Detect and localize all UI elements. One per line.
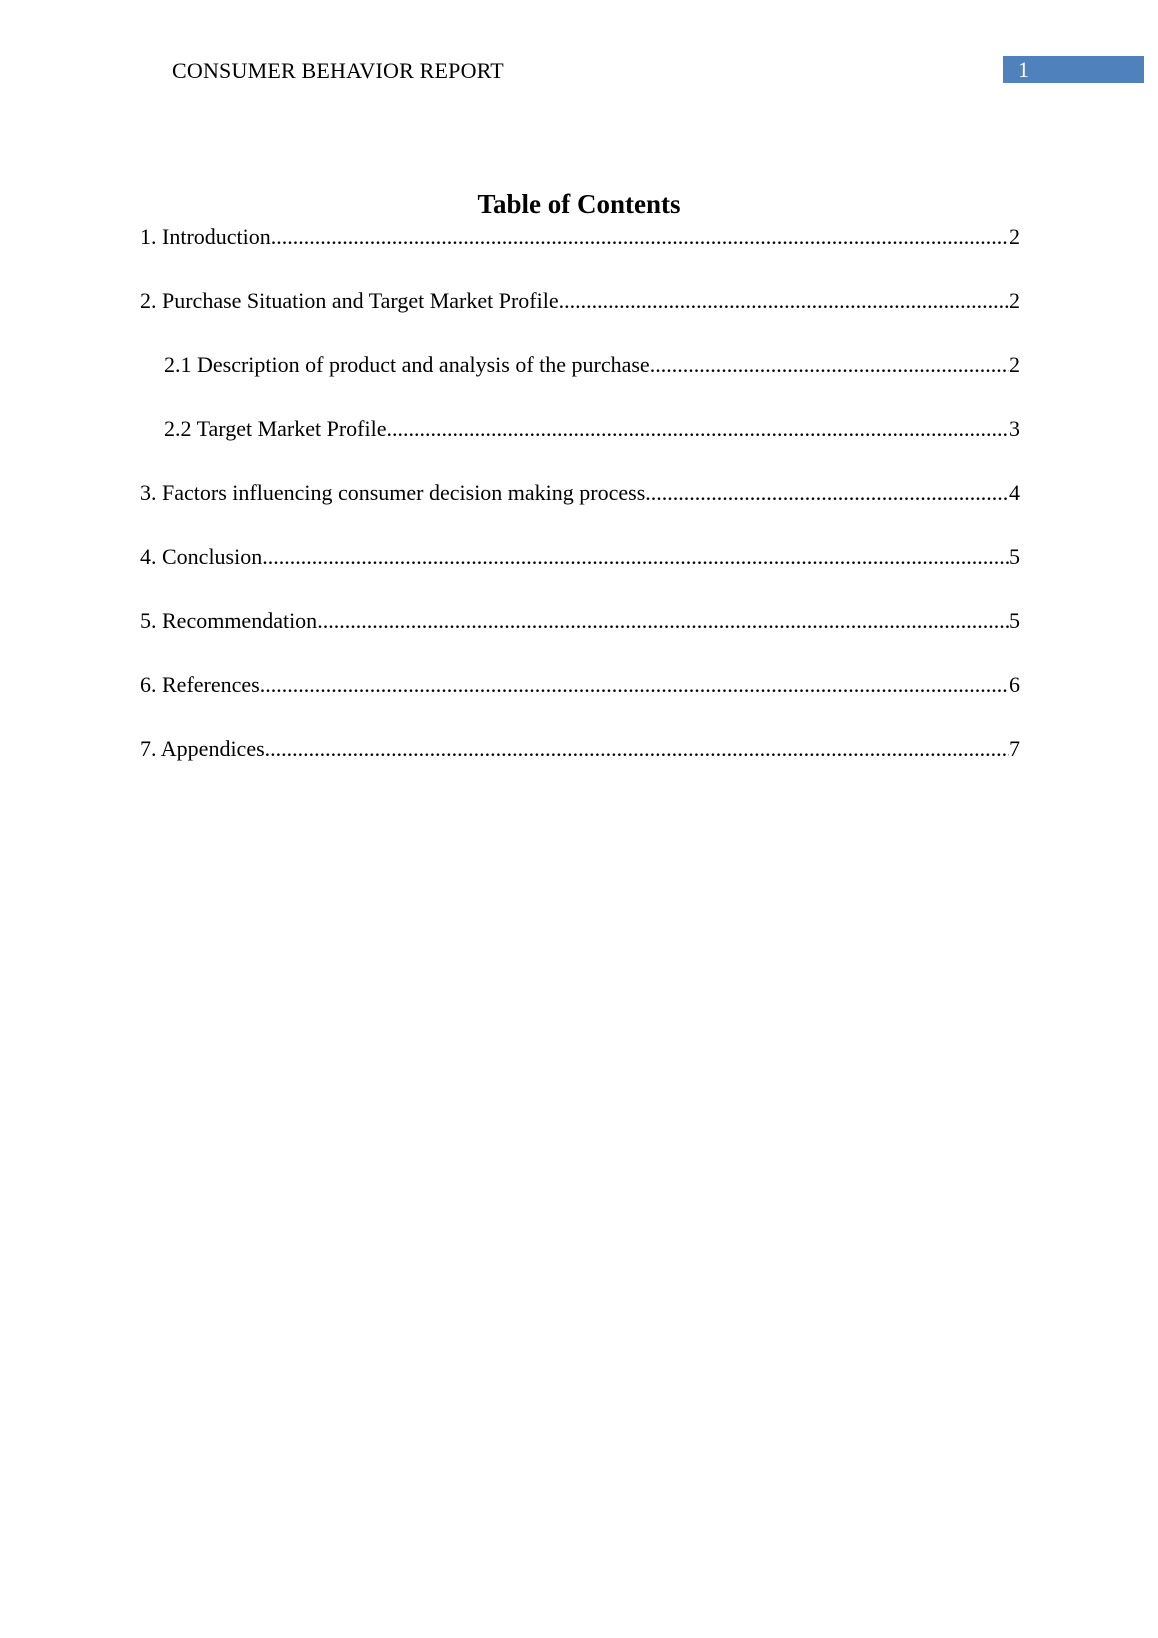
toc-entry-page: 7: [1009, 736, 1020, 761]
toc-entry-page: 5: [1009, 608, 1020, 633]
toc-entry-label: 2.2 Target Market Profile: [164, 416, 387, 441]
toc-dot-leader: [317, 606, 1009, 636]
toc-entry-label: 7. Appendices: [140, 736, 265, 761]
toc-dot-leader: [262, 542, 1009, 572]
running-header-title: CONSUMER BEHAVIOR REPORT: [172, 58, 504, 83]
toc-heading: Table of Contents: [477, 189, 681, 219]
toc-entry-appendices[interactable]: [140, 734, 1020, 798]
toc-entry-page: 3: [1009, 416, 1020, 441]
toc-dot-leader: [271, 222, 1009, 252]
toc-entry-label: 3. Factors influencing consumer decision making process: [140, 480, 646, 505]
toc-entry-label: 4. Conclusion: [140, 544, 263, 569]
toc-entry-label: 6. References: [140, 672, 260, 697]
toc-dot-leader: [645, 478, 1009, 508]
toc-entry-label: 5. Recommendation: [140, 608, 318, 633]
toc-dot-leader: [650, 350, 1009, 380]
toc-entry-label: 2.1 Description of product and analysis of the purchase: [164, 352, 650, 377]
table-of-contents: [140, 222, 1020, 798]
toc-entry-label: 1. Introduction: [140, 224, 271, 249]
toc-entry-factors[interactable]: [140, 478, 1020, 542]
toc-dot-leader: [386, 414, 1009, 444]
page-number: 1: [1018, 57, 1029, 82]
page-number-badge: [1003, 56, 1144, 83]
toc-entry-page: 5: [1009, 544, 1020, 569]
toc-entry-product-description[interactable]: [140, 350, 1020, 414]
toc-entry-target-market-profile[interactable]: [140, 414, 1020, 478]
toc-entry-purchase-situation[interactable]: [140, 286, 1020, 350]
toc-entry-page: 2: [1009, 224, 1020, 249]
toc-entry-conclusion[interactable]: [140, 542, 1020, 606]
toc-dot-leader: [559, 286, 1009, 316]
toc-entry-label: 2. Purchase Situation and Target Market Profile: [140, 288, 559, 313]
toc-entry-page: 6: [1009, 672, 1020, 697]
toc-entry-page: 2: [1009, 288, 1020, 313]
toc-entry-page: 2: [1009, 352, 1020, 377]
toc-dot-leader: [260, 670, 1009, 700]
toc-entry-introduction[interactable]: [140, 222, 1020, 286]
toc-dot-leader: [265, 734, 1009, 764]
toc-entry-recommendation[interactable]: [140, 606, 1020, 670]
toc-entry-page: 4: [1009, 480, 1020, 505]
toc-entry-references[interactable]: [140, 670, 1020, 734]
